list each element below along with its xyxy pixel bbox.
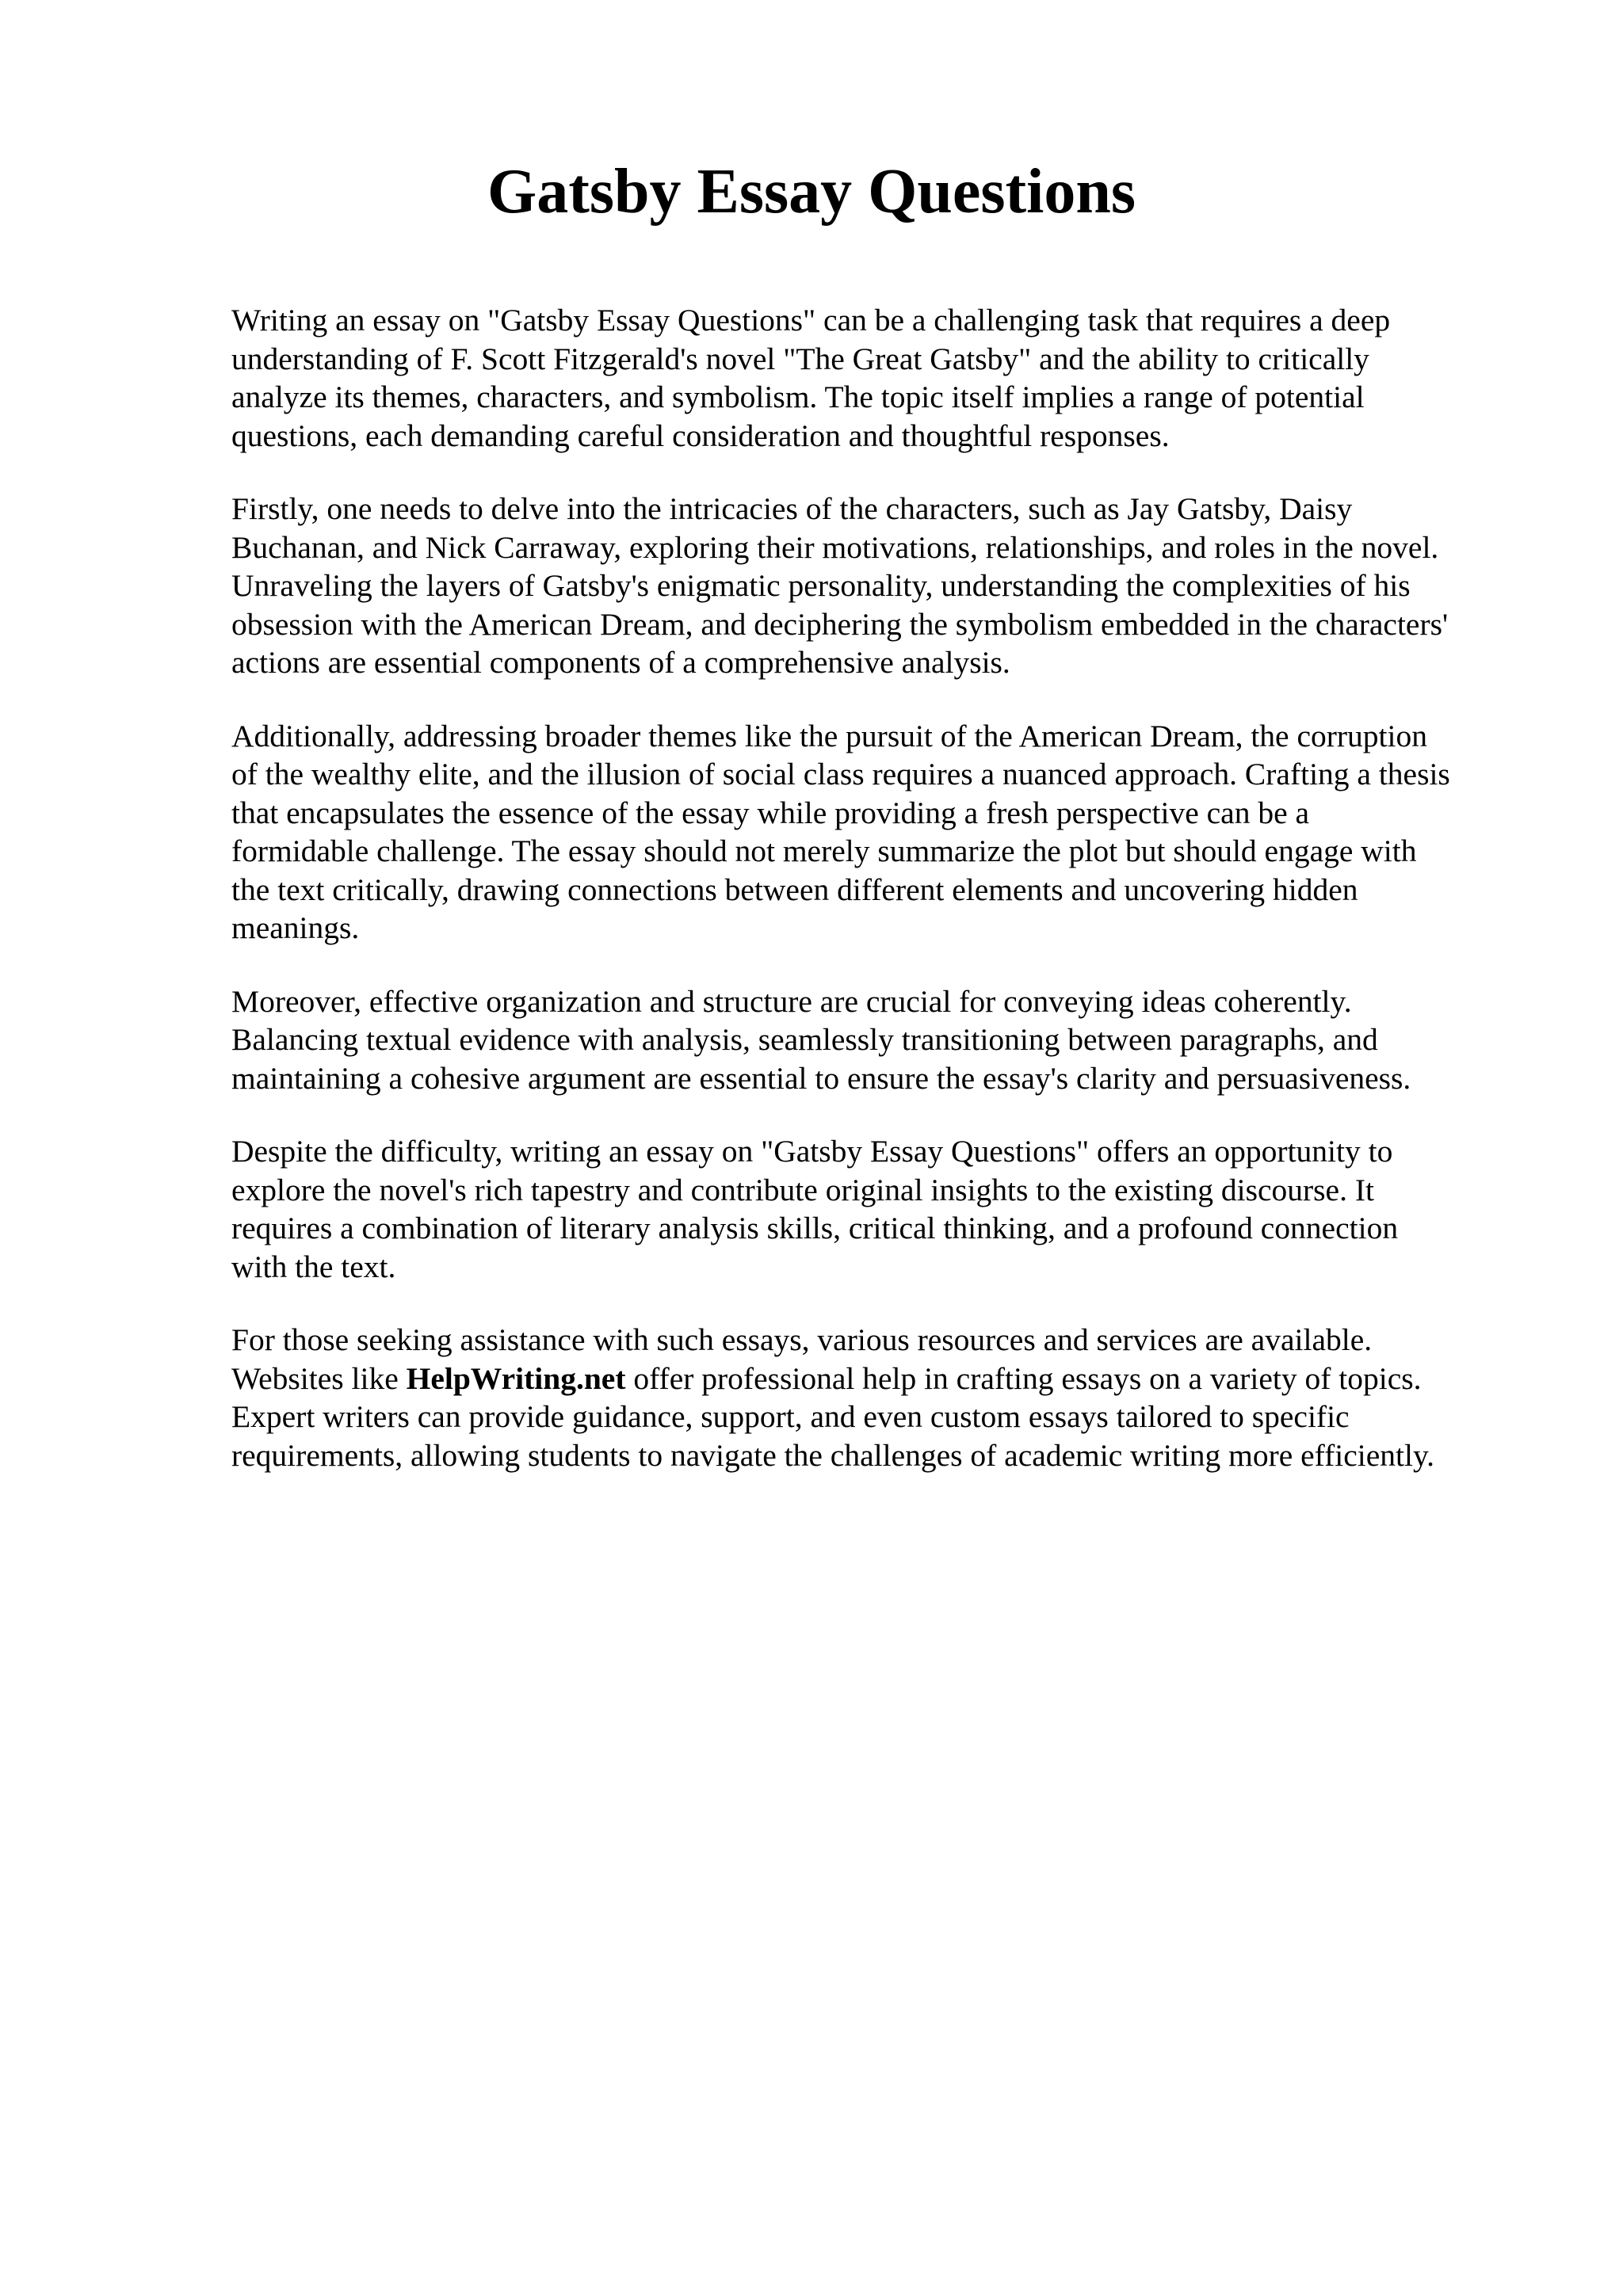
text-line: understanding of F. Scott Fitzgerald's novel "The Great Gatsby" and the ability to critically [231,341,1369,376]
text-line: meanings. [231,910,360,945]
text-line: Balancing textual evidence with analysis, seamlessly transitioning between paragraphs, and [231,1022,1378,1057]
helpwriting-link[interactable]: HelpWriting.net [406,1360,626,1396]
text-line: Buchanan, and Nick Carraway, exploring their motivations, relationships, and roles in the novel. [231,529,1439,565]
text-line: that encapsulates the essence of the essay while providing a fresh perspective can be a [231,795,1310,830]
text-line: Despite the difficulty, writing an essay on "Gatsby Essay Questions" offers an opportunity to [231,1134,1393,1169]
document-title: Gatsby Essay Questions [487,157,1136,227]
paragraph-characters [231,490,1531,682]
text-segment: offer professional help in crafting essays on a variety of topics. [625,1360,1422,1396]
text-line: requirements, allowing students to navigate the challenges of academic writing more efficiently. [231,1437,1435,1473]
text-line: obsession with the American Dream, and deciphering the symbolism embedded in the characters' [231,606,1449,642]
text-line: Firstly, one needs to delve into the intricacies of the characters, such as Jay Gatsby, Daisy [231,491,1353,526]
text-line: explore the novel's rich tapestry and contribute original insights to the existing discourse. It [231,1172,1374,1207]
text-line: Unraveling the layers of Gatsby's enigmatic personality, understanding the complexities of his [231,568,1411,603]
text-line: Additionally, addressing broader themes like the pursuit of the American Dream, the corruption [231,718,1427,753]
text-line: questions, each demanding careful consideration and thoughtful responses. [231,418,1170,453]
text-line: with the text. [231,1249,396,1284]
text-line: the text critically, drawing connections between different elements and uncovering hidden [231,871,1358,907]
text-segment: Websites like [231,1360,407,1396]
document-body [231,301,1531,1509]
paragraph-themes [231,717,1531,948]
paragraph-opportunity [231,1132,1531,1286]
text-line: actions are essential components of a comprehensive analysis. [231,645,1010,680]
text-line: Writing an essay on "Gatsby Essay Questions" can be a challenging task that requires a deep [231,303,1391,338]
text-line: requires a combination of literary analysis skills, critical thinking, and a profound connection [231,1211,1399,1245]
text-line: For those seeking assistance with such essays, various resources and services are available. [231,1322,1373,1357]
text-line: Moreover, effective organization and structure are crucial for conveying ideas coherently. [231,983,1352,1019]
paragraph-organization [231,982,1531,1098]
text-line-with-link [231,1360,1531,1398]
paragraph-assistance [231,1321,1531,1474]
text-line: of the wealthy elite, and the illusion of social class requires a nuanced approach. Crafting a thesis [231,757,1450,791]
text-line: maintaining a cohesive argument are essential to ensure the essay's clarity and persuasiveness. [231,1060,1411,1096]
text-line: Expert writers can provide guidance, support, and even custom essays tailored to specific [231,1399,1350,1434]
paragraph-intro [231,301,1531,455]
text-line: formidable challenge. The essay should not merely summarize the plot but should engage with [231,833,1417,868]
text-line: analyze its themes, characters, and symbolism. The topic itself implies a range of potential [231,379,1365,414]
